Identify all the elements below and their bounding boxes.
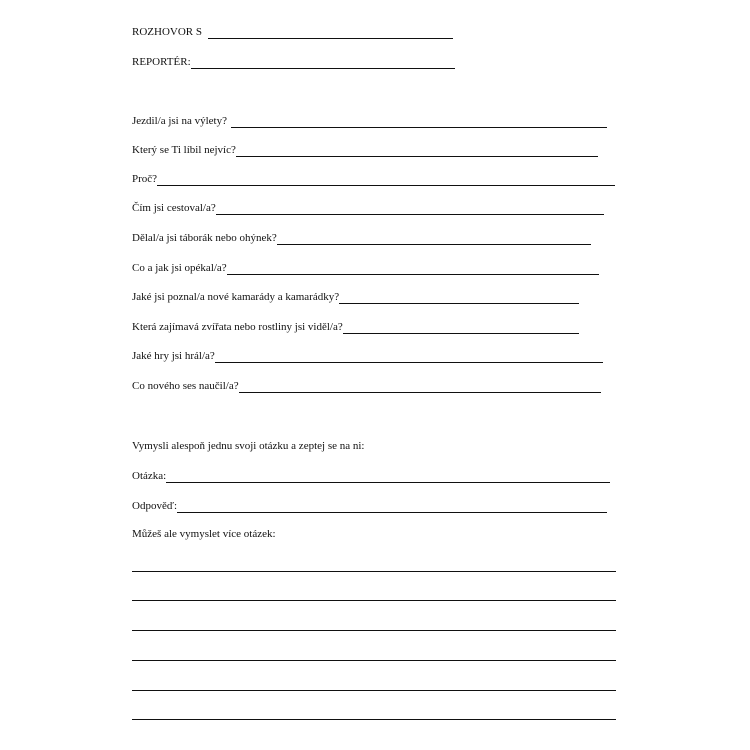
- answer-field[interactable]: [236, 144, 598, 157]
- reporter-name-field[interactable]: [191, 56, 455, 69]
- own-answer-label: Odpověď:: [132, 500, 177, 512]
- answer-field[interactable]: [277, 232, 591, 245]
- more-questions-label: Můžeš ale vymyslet více otázek:: [132, 528, 276, 540]
- question-label: Čím jsi cestoval/a?: [132, 202, 216, 214]
- own-question-row: [132, 467, 610, 483]
- reporter-label: REPORTÉR:: [132, 56, 191, 68]
- question-label: Jaké jsi poznal/a nové kamarády a kamarádky?: [132, 291, 340, 303]
- question-row: [132, 229, 591, 245]
- question-label: Který se Ti líbil nejvíc?: [132, 144, 236, 156]
- question-row: [132, 288, 579, 304]
- question-row: [132, 199, 604, 215]
- question-row: [132, 141, 598, 157]
- writing-line[interactable]: [132, 571, 616, 572]
- own-answer-field[interactable]: [177, 500, 607, 513]
- interview-name-field[interactable]: [208, 26, 453, 39]
- writing-line[interactable]: [132, 719, 616, 720]
- writing-line[interactable]: [132, 600, 616, 601]
- reporter-row: [132, 53, 455, 69]
- question-label: Co a jak jsi opékal/a?: [132, 262, 227, 274]
- question-label: Proč?: [132, 173, 158, 185]
- answer-field[interactable]: [343, 321, 579, 334]
- own-question-label: Otázka:: [132, 470, 167, 482]
- answer-field[interactable]: [231, 115, 607, 128]
- question-label: Dělal/a jsi táborák nebo ohýnek?: [132, 232, 277, 244]
- writing-line[interactable]: [132, 690, 616, 691]
- answer-field[interactable]: [239, 380, 601, 393]
- answer-field[interactable]: [227, 262, 599, 275]
- writing-line[interactable]: [132, 630, 616, 631]
- interview-label: ROZHOVOR S: [132, 26, 202, 38]
- writing-line[interactable]: [132, 660, 616, 661]
- interview-row: [132, 23, 453, 39]
- question-row: [132, 347, 603, 363]
- question-label: Jezdil/a jsi na výlety?: [132, 115, 227, 127]
- question-label: Co nového ses naučil/a?: [132, 380, 239, 392]
- answer-field[interactable]: [215, 350, 603, 363]
- question-row: [132, 377, 601, 393]
- question-label: Která zajímavá zvířata nebo rostliny jsi viděl/a?: [132, 321, 343, 333]
- answer-field[interactable]: [157, 173, 615, 186]
- own-answer-row: [132, 497, 607, 513]
- own-question-instruction: Vymysli alespoň jednu svoji otázku a zeptej se na ni:: [132, 440, 365, 452]
- own-question-field[interactable]: [166, 470, 610, 483]
- answer-field[interactable]: [216, 202, 604, 215]
- question-label: Jaké hry jsi hrál/a?: [132, 350, 215, 362]
- question-row: [132, 170, 615, 186]
- question-row: [132, 318, 579, 334]
- answer-field[interactable]: [339, 291, 579, 304]
- question-row: [132, 259, 599, 275]
- question-row: [132, 112, 607, 128]
